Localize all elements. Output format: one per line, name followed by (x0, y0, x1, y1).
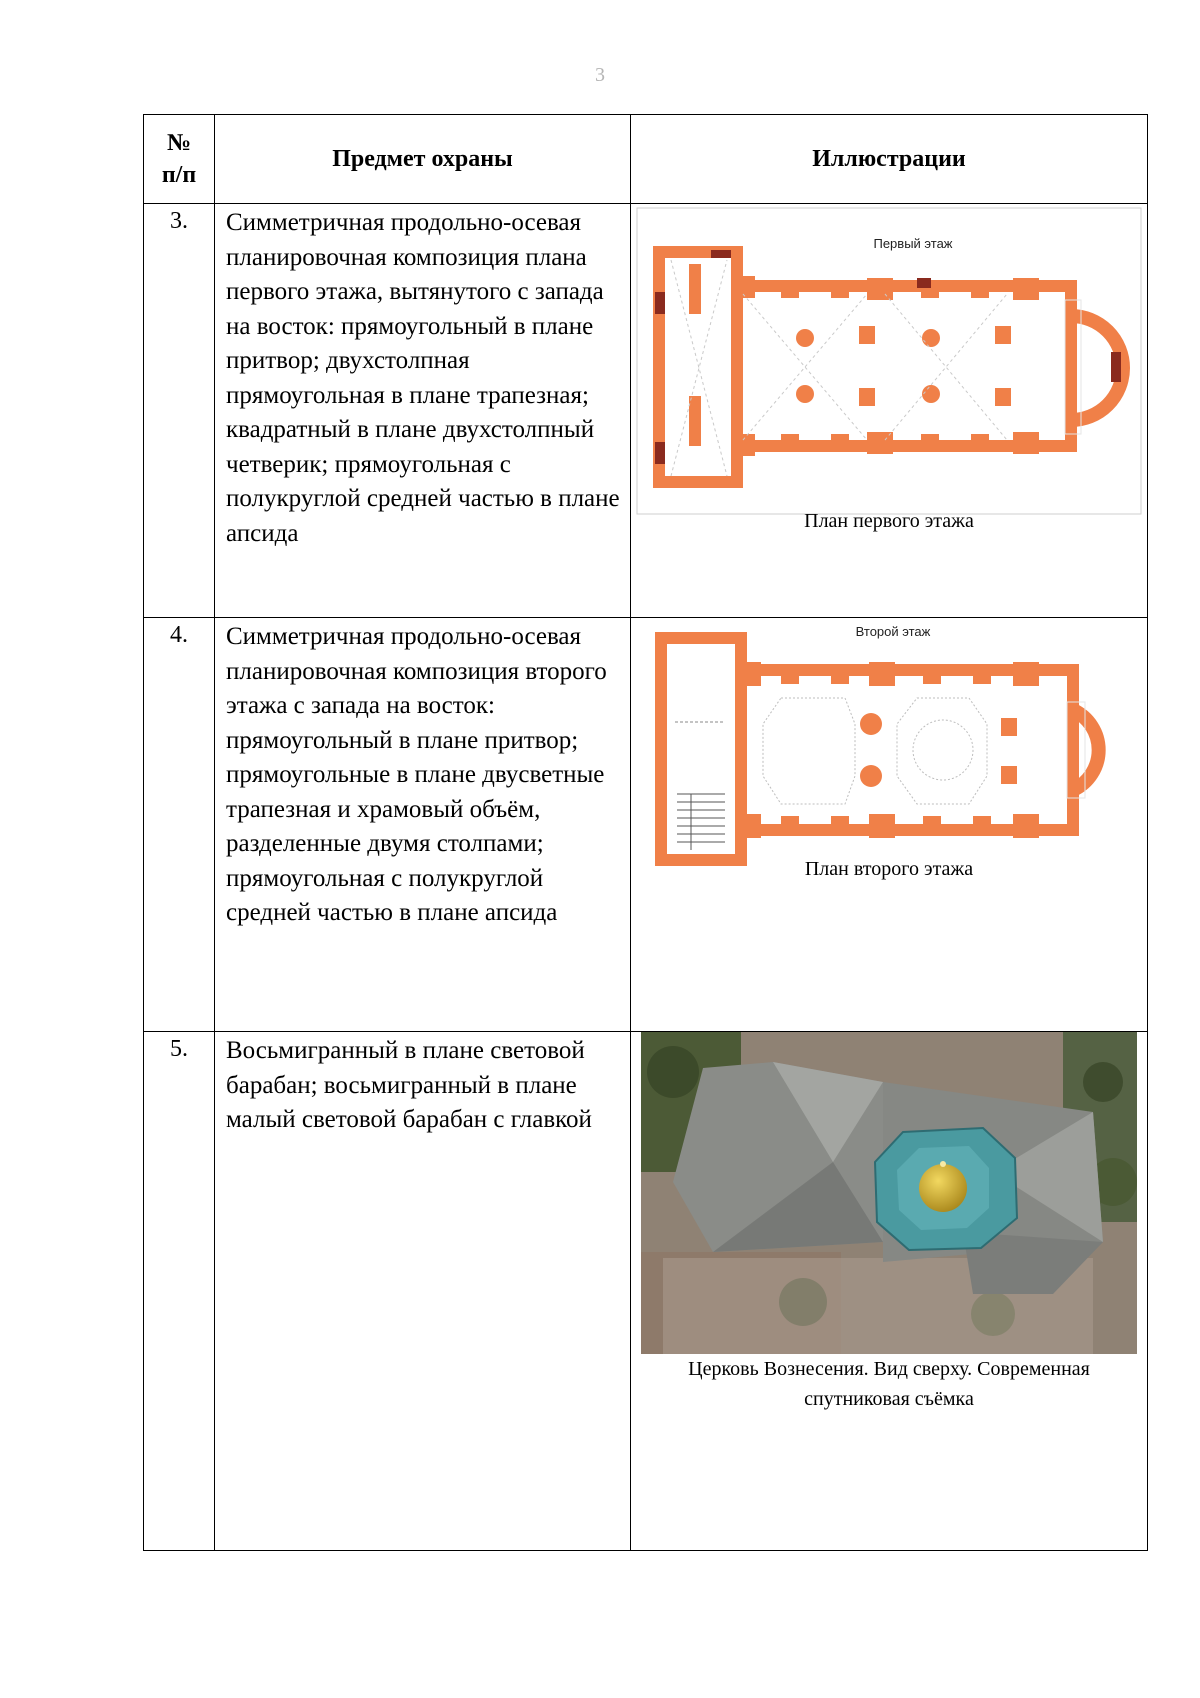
row-number: 3. (144, 204, 215, 618)
header-number-abbrev: п/п (161, 162, 197, 188)
row-description: Восьмигранный в плане световой барабан; восьмигранный в плане малый световой барабан с главкой (215, 1032, 631, 1551)
protection-table (143, 114, 1148, 1551)
header-number (144, 115, 215, 204)
row-illustration (631, 1032, 1148, 1551)
row-number: 5. (144, 1032, 215, 1551)
satellite-photo-caption (631, 1354, 1147, 1414)
header-subject: Предмет охраны (215, 115, 631, 204)
satellite-photo (633, 1032, 1147, 1354)
page-number: 3 (595, 64, 605, 86)
first-floor-plan-image (631, 204, 1145, 520)
second-floor-plan-image (631, 618, 1145, 868)
row-description: Симметричная продольно-осевая планировочная композиция второго этажа с запада на восток: прямоугольный в плане притвор; прямоугольные в плане двусветные трапезная и храмовый объём, разделенные двумя столпами; прямоугольная с полукруглой средней частью в плане апсида (215, 618, 631, 1032)
table-row (144, 618, 1148, 1032)
second-floor-plan-label: Второй этаж (855, 624, 931, 639)
row-illustration (631, 204, 1148, 618)
first-floor-plan-label: Первый этаж (873, 236, 953, 251)
table-row (144, 204, 1148, 618)
row-number: 4. (144, 618, 215, 1032)
row-illustration (631, 618, 1148, 1032)
header-illustrations: Иллюстрации (631, 115, 1148, 204)
satellite-caption-line-1: Церковь Вознесения. Вид сверху. Современная (688, 1358, 1090, 1380)
table-header-row (144, 115, 1148, 204)
first-floor-plan-caption: План первого этажа (804, 510, 974, 532)
header-number-symbol: № (166, 130, 192, 156)
row-description: Симметричная продольно-осевая планировочная композиция плана первого этажа, вытянутого с запада на восток: прямоугольный в плане притвор; двухстолпная прямоугольная в плане трапезная; квадратный в плане двухстолпный четверик; прямоугольная с полукруглой средней частью в плане апсида (215, 204, 631, 618)
satellite-caption-line-2: спутниковая съёмка (804, 1388, 974, 1410)
table-row (144, 1032, 1148, 1551)
second-floor-plan-caption: План второго этажа (804, 858, 974, 880)
